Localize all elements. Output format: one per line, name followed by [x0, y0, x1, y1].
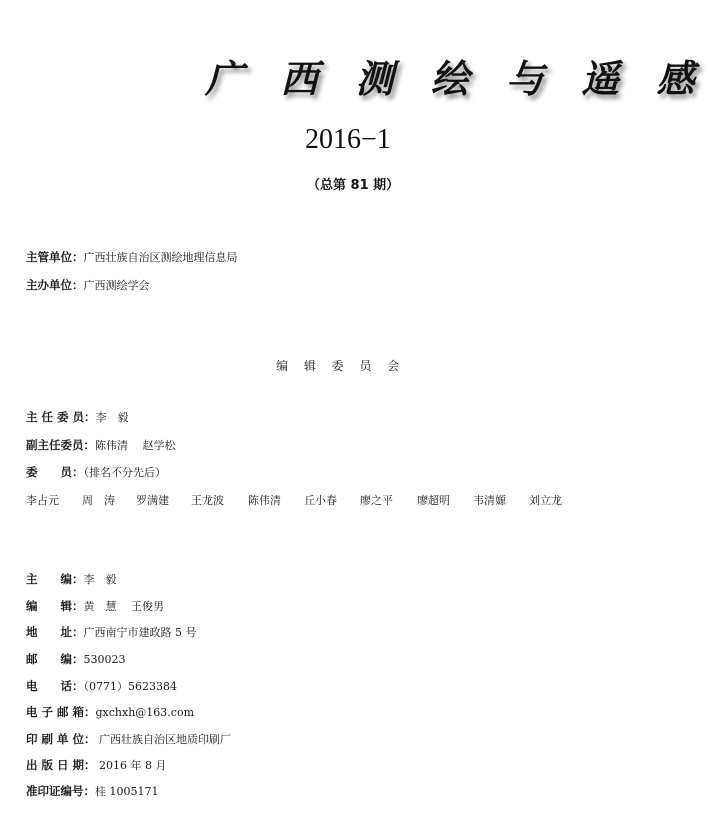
member-name: 韦清嫄	[473, 494, 506, 507]
email-label: 电 子 邮 箱：	[26, 705, 96, 719]
publish-date-label: 出 版 日 期：	[26, 758, 96, 772]
member-name: 刘立龙	[529, 494, 562, 507]
address-label: 地 址：	[26, 625, 84, 639]
permit-label: 准印证编号：	[26, 784, 95, 798]
organizer-label: 主办单位：	[26, 278, 84, 292]
supervisor-label: 主管单位：	[26, 250, 84, 264]
chief-editor-label: 主 编：	[26, 572, 84, 586]
members-note: （排名不分先后）	[83, 466, 166, 479]
supervisor-row	[26, 249, 238, 266]
member-name: 陈伟清	[248, 494, 281, 507]
printer-value: 广西壮族自治区地质印刷厂	[95, 733, 232, 746]
phone-label: 电 话：	[26, 679, 84, 693]
member-name: 王龙波	[191, 494, 224, 507]
member-name: 周 涛	[82, 494, 115, 507]
publish-date-row	[26, 757, 167, 774]
publish-date-value: 2016 年 8 月	[95, 759, 167, 772]
supervisor-value: 广西壮族自治区测绘地理信息局	[83, 251, 238, 264]
deputy-label: 副主任委员：	[26, 438, 95, 452]
phone-row	[26, 678, 177, 695]
printer-label: 印 刷 单 位：	[26, 732, 96, 746]
total-issue-number: （总第 81 期）	[307, 178, 400, 193]
member-name: 丘小春	[304, 494, 337, 507]
postcode-label: 邮 编：	[26, 652, 84, 666]
address-row	[26, 624, 197, 641]
printer-row	[26, 731, 231, 748]
member-name: 廖之平	[360, 494, 393, 507]
email-row	[26, 704, 194, 721]
organizer-row	[26, 277, 150, 294]
permit-row	[26, 783, 159, 800]
chief-editor-value: 李 毅	[83, 573, 117, 586]
postcode-row	[26, 651, 126, 668]
deputy-row	[26, 437, 176, 454]
members-row	[26, 464, 166, 481]
issue-number: 2016−1	[305, 124, 391, 155]
director-label: 主 任 委 员：	[26, 410, 96, 424]
director-value: 李 毅	[95, 411, 129, 424]
members-label: 委 员：	[26, 465, 84, 479]
editor-row	[26, 598, 164, 615]
member-name: 罗满建	[136, 494, 169, 507]
email-value: gxchxh@163.com	[95, 706, 194, 719]
editor-label: 编 辑：	[26, 599, 84, 613]
editor-value: 黄 慧 王俊男	[83, 600, 164, 613]
director-row	[26, 409, 129, 426]
chief-editor-row	[26, 571, 117, 588]
committee-heading: 编 辑 委 员 会	[276, 359, 406, 373]
phone-value: （0771）5623384	[83, 680, 177, 693]
address-value: 广西南宁市建政路 5 号	[83, 626, 197, 639]
permit-value: 桂 1005171	[95, 785, 159, 798]
deputy-value: 陈伟清 赵学松	[95, 439, 176, 452]
member-name: 李占元	[26, 494, 59, 507]
journal-title: 广 西 测 绘 与 遥 感	[205, 56, 706, 101]
member-name: 廖超明	[417, 494, 450, 507]
postcode-value: 530023	[83, 653, 126, 666]
organizer-value: 广西测绘学会	[83, 279, 150, 292]
